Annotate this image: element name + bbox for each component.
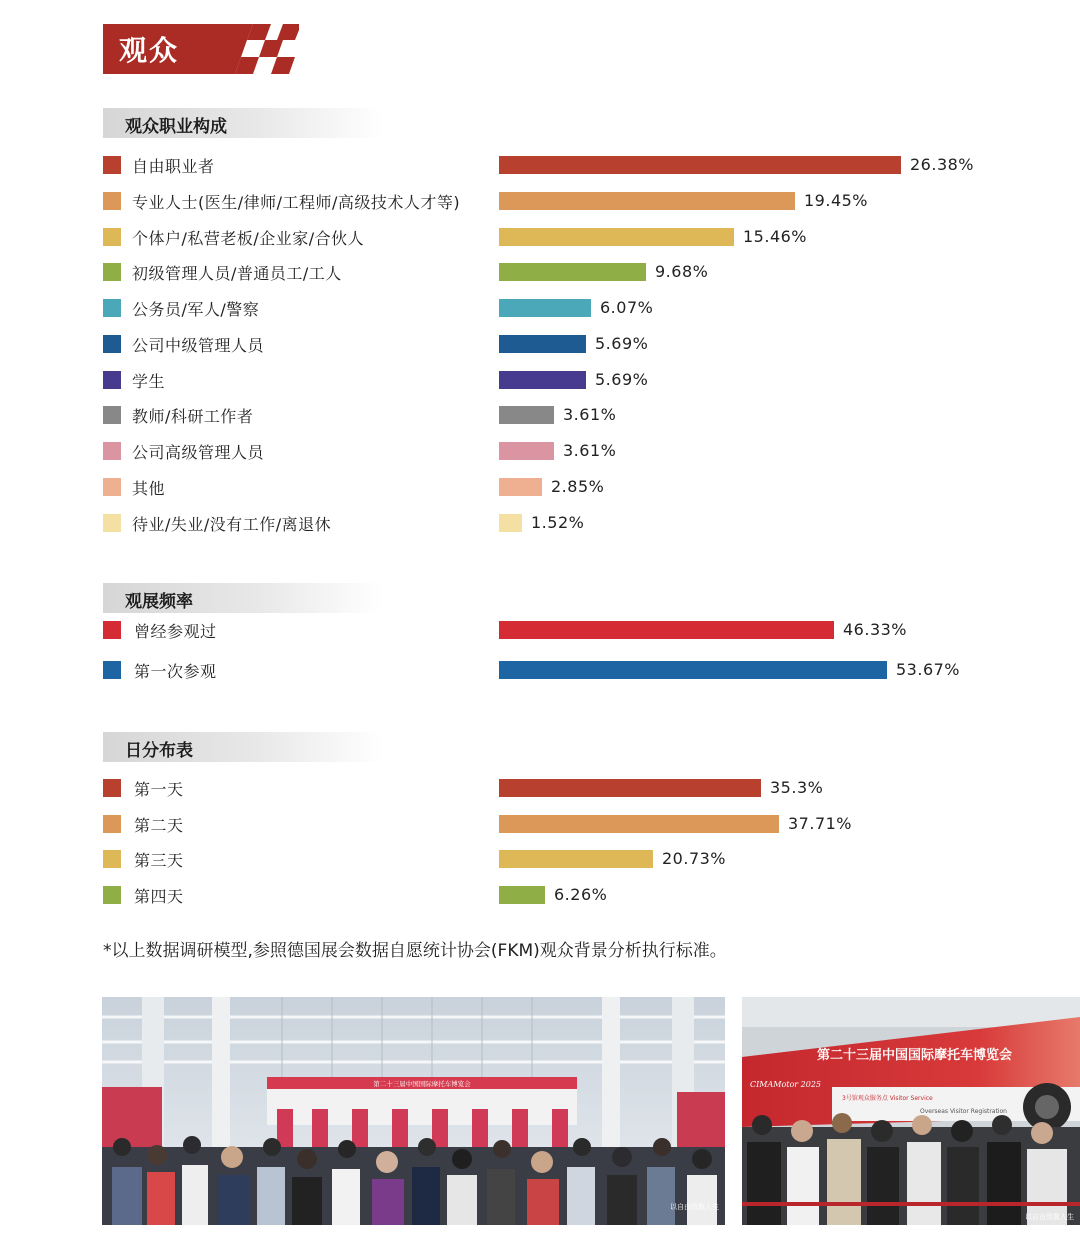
value-label: 20.73% xyxy=(662,849,727,868)
legend-swatch xyxy=(103,779,121,797)
exhibition-hall-photo xyxy=(102,997,725,1225)
footnote: *以上数据调研模型,参照德国展会数据自愿统计协会(FKM)观众背景分析执行标准。 xyxy=(103,941,727,961)
value-label: 3.61% xyxy=(563,405,617,425)
legend-swatch xyxy=(103,192,121,210)
category-label: 公务员/军人/警察 xyxy=(132,300,260,319)
bar xyxy=(499,442,554,460)
photo2-banner-text: 第二十三届中国国际摩托车博览会 xyxy=(817,1048,1013,1063)
bar xyxy=(499,371,586,389)
legend-swatch xyxy=(103,228,121,246)
category-label: 专业人士(医生/律师/工程师/高级技术人才等) xyxy=(132,192,461,212)
category-label: 第三天 xyxy=(134,851,184,870)
value-label: 2.85% xyxy=(551,476,605,496)
day-chart-title: 日分布表 xyxy=(125,741,193,761)
legend-swatch xyxy=(103,406,121,424)
category-label: 初级管理人员/普通员工/工人 xyxy=(132,264,342,284)
bar xyxy=(499,514,522,532)
bar xyxy=(499,850,653,868)
occupation-row xyxy=(0,334,1080,354)
category-label: 学生 xyxy=(132,371,166,391)
legend-swatch xyxy=(103,815,121,833)
category-label: 公司中级管理人员 xyxy=(132,335,265,355)
legend-swatch xyxy=(103,661,121,679)
category-label: 第二天 xyxy=(134,815,184,835)
category-label: 教师/科研工作者 xyxy=(132,407,254,427)
category-label: 自由职业者 xyxy=(132,157,215,176)
legend-swatch xyxy=(103,442,121,460)
photo1-corner-text: 以自由致敬人生 xyxy=(670,1203,719,1211)
bar xyxy=(499,621,834,639)
occupation-row xyxy=(0,441,1080,461)
photo2-corner-text: 以自由致敬人生 xyxy=(1025,1213,1074,1221)
day-row xyxy=(0,885,1080,905)
value-label: 6.07% xyxy=(600,298,654,317)
photo2-overseas-text: Overseas Visitor Registration xyxy=(920,1108,1007,1115)
bar xyxy=(499,886,545,904)
value-label: 15.46% xyxy=(743,226,808,246)
occupation-row xyxy=(0,405,1080,425)
legend-swatch xyxy=(103,371,121,389)
visitor-registration-photo xyxy=(742,997,1080,1225)
day-section-heading xyxy=(103,732,383,762)
value-label: 35.3% xyxy=(770,778,824,797)
value-label: 5.69% xyxy=(595,333,649,353)
value-label: 37.71% xyxy=(788,813,853,833)
photo2-service-text: 3号馆观众服务点 Visitor Service xyxy=(842,1095,933,1102)
value-label: 1.52% xyxy=(531,512,585,532)
value-label: 53.67% xyxy=(896,660,961,679)
value-label: 26.38% xyxy=(910,155,975,174)
hall-banner-text: 第二十三届中国国际摩托车博览会 xyxy=(373,1080,471,1088)
value-label: 3.61% xyxy=(563,441,617,460)
occupation-row xyxy=(0,298,1080,318)
category-label: 公司高级管理人员 xyxy=(132,443,265,462)
category-label: 待业/失业/没有工作/离退休 xyxy=(132,514,332,534)
bar xyxy=(499,263,646,281)
value-label: 46.33% xyxy=(843,620,908,639)
occupation-chart-title: 观众职业构成 xyxy=(125,117,227,137)
occupation-row xyxy=(0,155,1080,175)
legend-swatch xyxy=(103,478,121,496)
bar xyxy=(499,815,779,833)
day-row xyxy=(0,778,1080,798)
occupation-row xyxy=(0,227,1080,247)
category-label: 个体户/私营老板/企业家/合伙人 xyxy=(132,228,365,248)
frequency-chart-title: 观展频率 xyxy=(125,592,193,612)
bar xyxy=(499,406,554,424)
photo2-brand: CIMAMotor 2025 xyxy=(750,1080,822,1089)
legend-swatch xyxy=(103,886,121,904)
occupation-row xyxy=(0,370,1080,390)
bar xyxy=(499,478,542,496)
bar xyxy=(499,192,795,210)
category-label: 曾经参观过 xyxy=(134,622,217,641)
frequency-row xyxy=(0,660,1080,680)
occupation-row xyxy=(0,191,1080,211)
category-label: 其他 xyxy=(132,478,166,498)
legend-swatch xyxy=(103,621,121,639)
value-label: 9.68% xyxy=(655,262,709,282)
bar xyxy=(499,299,591,317)
frequency-section-heading xyxy=(103,583,383,613)
legend-swatch xyxy=(103,335,121,353)
legend-swatch xyxy=(103,514,121,532)
legend-swatch xyxy=(103,263,121,281)
occupation-row xyxy=(0,262,1080,282)
page-title: 观众 xyxy=(119,34,180,67)
category-label: 第一次参观 xyxy=(134,662,217,681)
bar xyxy=(499,661,887,679)
value-label: 19.45% xyxy=(804,190,869,210)
bar xyxy=(499,335,586,353)
legend-swatch xyxy=(103,850,121,868)
legend-swatch xyxy=(103,156,121,174)
category-label: 第四天 xyxy=(134,886,184,906)
frequency-row xyxy=(0,620,1080,640)
checkered-flag-icon xyxy=(231,24,299,74)
section-banner xyxy=(103,24,299,74)
value-label: 6.26% xyxy=(554,884,608,904)
occupation-row xyxy=(0,513,1080,533)
category-label: 第一天 xyxy=(134,780,184,799)
occupation-row xyxy=(0,477,1080,497)
bar xyxy=(499,156,901,174)
legend-swatch xyxy=(103,299,121,317)
bar xyxy=(499,779,761,797)
value-label: 5.69% xyxy=(595,369,649,389)
bar xyxy=(499,228,734,246)
occupation-section-heading xyxy=(103,108,383,138)
day-row xyxy=(0,814,1080,834)
day-row xyxy=(0,849,1080,869)
